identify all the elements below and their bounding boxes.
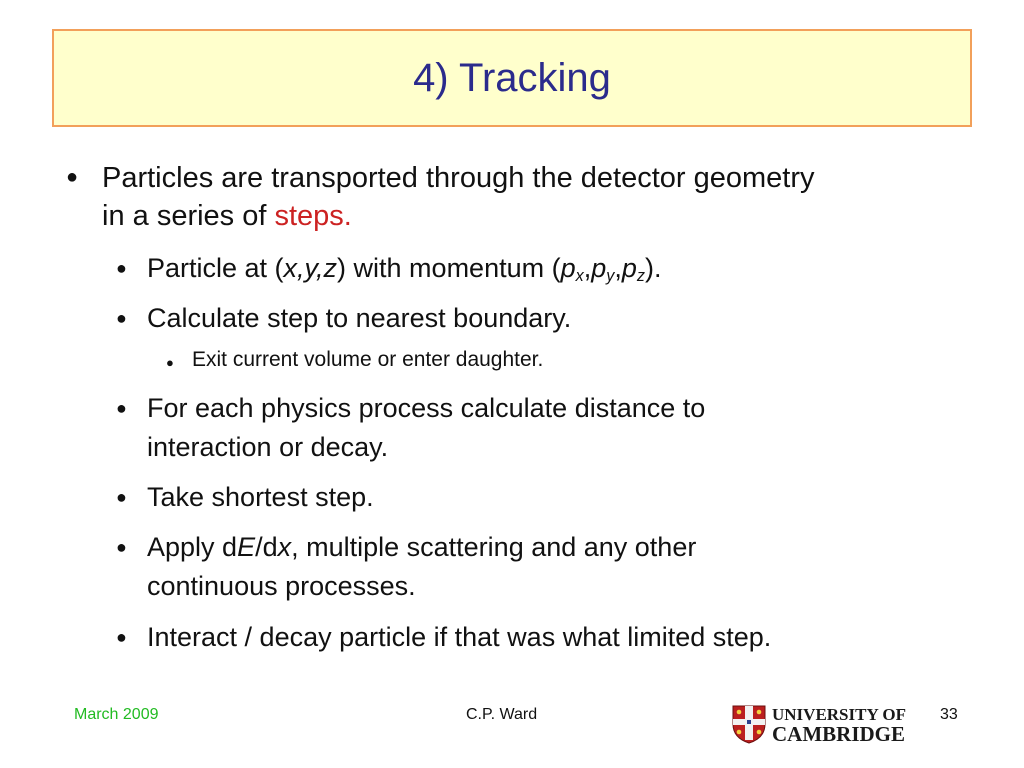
bullet-text-line: Particles are transported through the detector geometry [102,162,815,194]
energy-symbol: E [237,532,256,562]
momentum-symbol: p [621,253,637,283]
position-symbol: x [277,532,292,562]
cambridge-crest-icon [733,706,765,743]
cambridge-logo [730,702,935,744]
text-run: ). [645,253,662,283]
bullet-dot: ● [116,487,127,507]
bullet-text [147,532,696,563]
footer-date: March 2009 [74,706,159,723]
text-run: Apply d [147,532,238,562]
logo-text-university: UNIVERSITY OF [772,705,906,724]
momentum-symbol: p [560,253,576,283]
bullet-dot: ● [116,308,127,328]
text-run: Particle at ( [147,253,284,283]
text-run: ) with momentum ( [337,253,561,283]
bullet-text: Calculate step to nearest boundary. [147,303,572,333]
bullet-dot: ● [166,355,174,370]
bullet-text: Interact / decay particle if that was what limited step. [147,622,772,652]
bullet-text: Take shortest step. [147,482,374,512]
subscript: x [575,267,584,286]
bullet-text [102,162,815,195]
slide-title: 4) Tracking [413,55,611,100]
bullet-dot: ● [116,537,127,557]
bullet-text [147,253,662,286]
bullet-text [102,200,352,233]
comma: , [614,253,622,283]
subscript: z [636,267,645,286]
text-run: , multiple scattering and any other [291,532,697,562]
bullet-dot: ● [66,166,79,188]
bullet-dot: ● [116,398,127,418]
bullet-dot: ● [116,627,127,647]
logo-text-cambridge: CAMBRIDGE [772,722,906,744]
bullet-text: continuous processes. [147,571,416,601]
comma: , [583,253,592,283]
bullet-text: interaction or decay. [147,432,389,462]
bullet-text-line: in a series of [102,200,267,232]
bullet-dot: ● [116,258,127,278]
coordinates: x,y,z [283,253,338,283]
highlighted-term: steps. [274,200,352,232]
footer-author: C.P. Ward [466,706,538,723]
bullet-text: Exit current volume or enter daughter. [192,348,544,371]
page-number: 33 [940,706,958,723]
subscript: y [606,267,615,286]
text-run: /d [255,532,278,562]
momentum-symbol: p [591,253,607,283]
bullet-text: For each physics process calculate distance to [147,393,706,423]
